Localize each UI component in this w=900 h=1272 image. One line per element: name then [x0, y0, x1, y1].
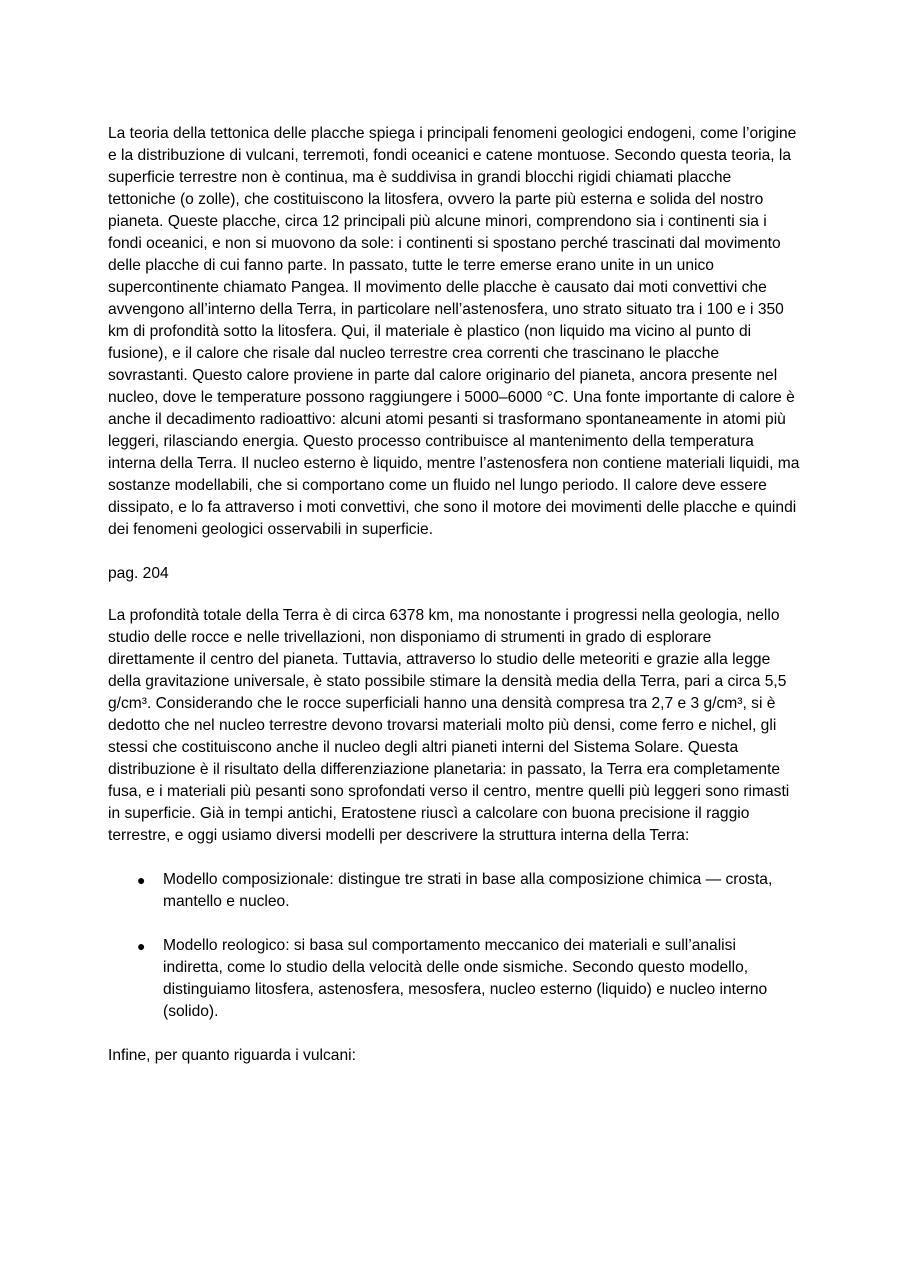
- list-item-modello-reologico: [108, 935, 800, 1023]
- paragraph-struttura-terra: La profondità totale della Terra è di circa 6378 km, ma nonostante i progressi nella geologia, nello studio delle rocce e nelle trivellazioni, non disponiamo di strumenti in grado di esplorare direttamente il centro del pianeta. Tuttavia, attraverso lo studio delle meteoriti e grazie alla legge della gravitazione universale, è stato possibile stimare la densità media della Terra, pari a circa 5,5 g/cm³. Considerando che le rocce superficiali hanno una densità compresa tra 2,7 e 3 g/cm³, si è dedotto che nel nucleo terrestre devono trovarsi materiali molto più densi, come ferro e nichel, gli stessi che costituiscono anche il nucleo degli altri pianeti interni del Sistema Solare. Questa distribuzione è il risultato della differenziazione planetaria: in passato, la Terra era completamente fusa, e i materiali più pesanti sono sprofondati verso il centro, mentre quelli più leggeri sono rimasti in superficie. Già in tempi antichi, Eratostene riuscì a calcolare con buona precisione il raggio terrestre, e oggi usiamo diversi modelli per descrivere la struttura interna della Terra:: [108, 607, 790, 844]
- list-item-text: Modello composizionale: distingue tre strati in base alla composizione chimica — crosta, mantello e nucleo.: [163, 871, 773, 910]
- models-list: [108, 869, 800, 1023]
- page-reference: pag. 204: [108, 565, 169, 582]
- paragraph-tettonica: La teoria della tettonica delle placche spiega i principali fenomeni geologici endogeni, come l’origine e la distribuzione di vulcani, terremoti, fondi oceanici e catene montuose. Secondo questa teoria, la superficie terrestre non è continua, ma è suddivisa in grandi blocchi rigidi chiamati placche tettoniche (o zolle), che costituiscono la litosfera, ovvero la parte più esterna e solida del nostro pianeta. Queste placche, circa 12 principali più alcune minori, comprendono sia i continenti sia i fondi oceanici, e non si muovono da sole: i continenti si spostano perché trascinati dal movimento delle placche di cui fanno parte. In passato, tutte le terre emerse erano unite in un unico supercontinente chiamato Pangea. Il movimento delle placche è causato dai moti convettivi che avvengono all’interno della Terra, in particolare nell’astenosfera, uno strato situato tra i 100 e i 350 km di profondità sotto la litosfera. Qui, il materiale è plastico (non liquido ma vicino al punto di fusione), e il calore che risale dal nucleo terrestre crea correnti che trascinano le placche sovrastanti. Questo calore proviene in parte dal calore originario del pianeta, ancora presente nel nucleo, dove le temperature possono raggiungere i 5000–6000 °C. Una fonte importante di calore è anche il decadimento radioattivo: alcuni atomi pesanti si trasformano spontaneamente in atomi più leggeri, rilasciando energia. Questo processo contribuisce al mantenimento della temperatura interna della Terra. Il nucleo esterno è liquido, mentre l’astenosfera non contiene materiali liquidi, ma sostanze modellabili, che si comportano come un fluido nel lungo periodo. Il calore deve essere dissipato, e lo fa attraverso i moti convettivi, che sono il motore dei movimenti delle placche e quindi dei fenomeni geologici osservabili in superficie.: [108, 125, 800, 538]
- paragraph-vulcani: Infine, per quanto riguarda i vulcani:: [108, 1047, 356, 1064]
- list-item-text: Modello reologico: si basa sul comportamento meccanico dei materiali e sull’analisi indiretta, come lo studio della velocità delle onde sismiche. Secondo questo modello, distinguiamo litosfera, astenosfera, mesosfera, nucleo esterno (liquido) e nucleo interno (solido).: [163, 937, 768, 1020]
- bullet-icon: ●: [137, 938, 146, 954]
- bullet-icon: ●: [137, 872, 146, 888]
- list-item-modello-composizionale: [108, 869, 800, 913]
